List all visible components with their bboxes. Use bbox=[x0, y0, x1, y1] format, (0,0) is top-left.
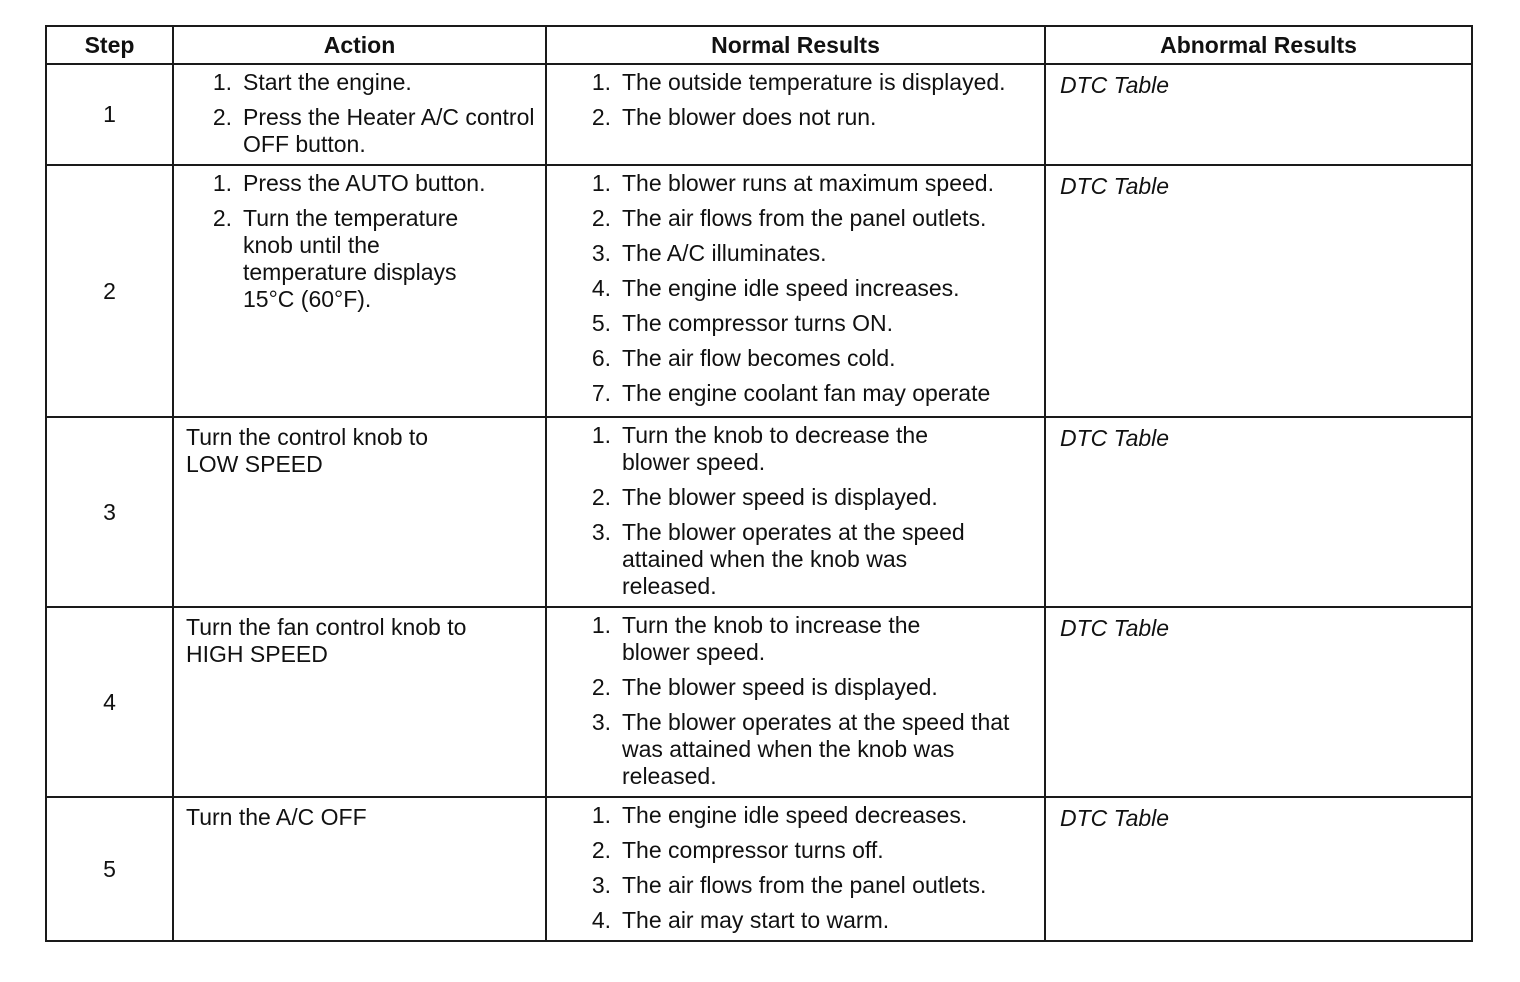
normal-result-item: 3. The blower operates at the speed attained when the knob was released. bbox=[591, 519, 965, 599]
normal-result-item: 4. The engine idle speed increases. bbox=[591, 275, 960, 301]
action-item: 2. Turn the temperature knob until the temperature displays 15°C (60°F). bbox=[212, 205, 459, 312]
normal-result-item: 2. The air flows from the panel outlets. bbox=[591, 205, 987, 231]
step-number: 5 bbox=[46, 797, 173, 941]
header-step: Step bbox=[46, 26, 173, 64]
step-number: 2 bbox=[46, 165, 173, 417]
action-cell bbox=[173, 417, 546, 607]
normal-result-item: 2. The blower speed is displayed. bbox=[591, 674, 938, 700]
normal-result-item: 6. The air flow becomes cold. bbox=[591, 345, 896, 371]
action-item: 2. Press the Heater A/C control OFF button. bbox=[212, 104, 535, 157]
action-item: 1. Press the AUTO button. bbox=[212, 170, 486, 196]
abnormal-results-link[interactable]: DTC Table bbox=[1045, 607, 1472, 797]
table-row-step-1 bbox=[46, 64, 1472, 165]
normal-result-item: 1. The engine idle speed decreases. bbox=[591, 802, 968, 828]
normal-result-item: 1. The outside temperature is displayed. bbox=[591, 69, 1006, 95]
action-text: Turn the fan control knob to HIGH SPEED bbox=[186, 614, 467, 667]
normal-result-item: 3. The blower operates at the speed that was attained when the knob was released. bbox=[591, 709, 1010, 789]
table-row-step-4 bbox=[46, 607, 1472, 797]
action-text: Turn the A/C OFF bbox=[186, 804, 367, 830]
abnormal-results-link[interactable]: DTC Table bbox=[1045, 417, 1472, 607]
normal-results-cell bbox=[546, 797, 1045, 941]
normal-result-item: 1. The blower runs at maximum speed. bbox=[591, 170, 994, 196]
normal-result-item: 4. The air may start to warm. bbox=[591, 907, 890, 933]
abnormal-results-link[interactable]: DTC Table bbox=[1045, 165, 1472, 417]
diagnostic-table bbox=[45, 25, 1473, 942]
header-row bbox=[46, 26, 1472, 64]
normal-result-item: 3. The A/C illuminates. bbox=[591, 240, 827, 266]
action-cell bbox=[173, 607, 546, 797]
header-normal-results: Normal Results bbox=[546, 26, 1045, 64]
header-action: Action bbox=[173, 26, 546, 64]
normal-result-item: 7. The engine coolant fan may operate bbox=[591, 380, 991, 406]
action-cell bbox=[173, 797, 546, 941]
normal-result-item: 3. The air flows from the panel outlets. bbox=[591, 872, 987, 898]
step-number: 1 bbox=[46, 64, 173, 165]
normal-result-item: 2. The compressor turns off. bbox=[591, 837, 884, 863]
action-cell bbox=[173, 64, 546, 165]
normal-results-cell bbox=[546, 417, 1045, 607]
step-number: 3 bbox=[46, 417, 173, 607]
table-row-step-2 bbox=[46, 165, 1472, 417]
table-row-step-3 bbox=[46, 417, 1472, 607]
header-abnormal-results: Abnormal Results bbox=[1045, 26, 1472, 64]
step-number: 4 bbox=[46, 607, 173, 797]
normal-result-item: 5. The compressor turns ON. bbox=[591, 310, 893, 336]
abnormal-results-link[interactable]: DTC Table bbox=[1045, 64, 1472, 165]
normal-result-item: 1. Turn the knob to increase the blower speed. bbox=[591, 612, 921, 665]
normal-result-item: 2. The blower does not run. bbox=[591, 104, 877, 130]
normal-results-cell bbox=[546, 64, 1045, 165]
action-item: 1. Start the engine. bbox=[212, 69, 412, 95]
normal-result-item: 2. The blower speed is displayed. bbox=[591, 484, 938, 510]
normal-results-cell bbox=[546, 165, 1045, 417]
table-row-step-5 bbox=[46, 797, 1472, 941]
action-cell bbox=[173, 165, 546, 417]
abnormal-results-link[interactable]: DTC Table bbox=[1045, 797, 1472, 941]
normal-results-cell bbox=[546, 607, 1045, 797]
normal-result-item: 1. Turn the knob to decrease the blower speed. bbox=[591, 422, 929, 475]
action-text: Turn the control knob to LOW SPEED bbox=[186, 424, 429, 477]
